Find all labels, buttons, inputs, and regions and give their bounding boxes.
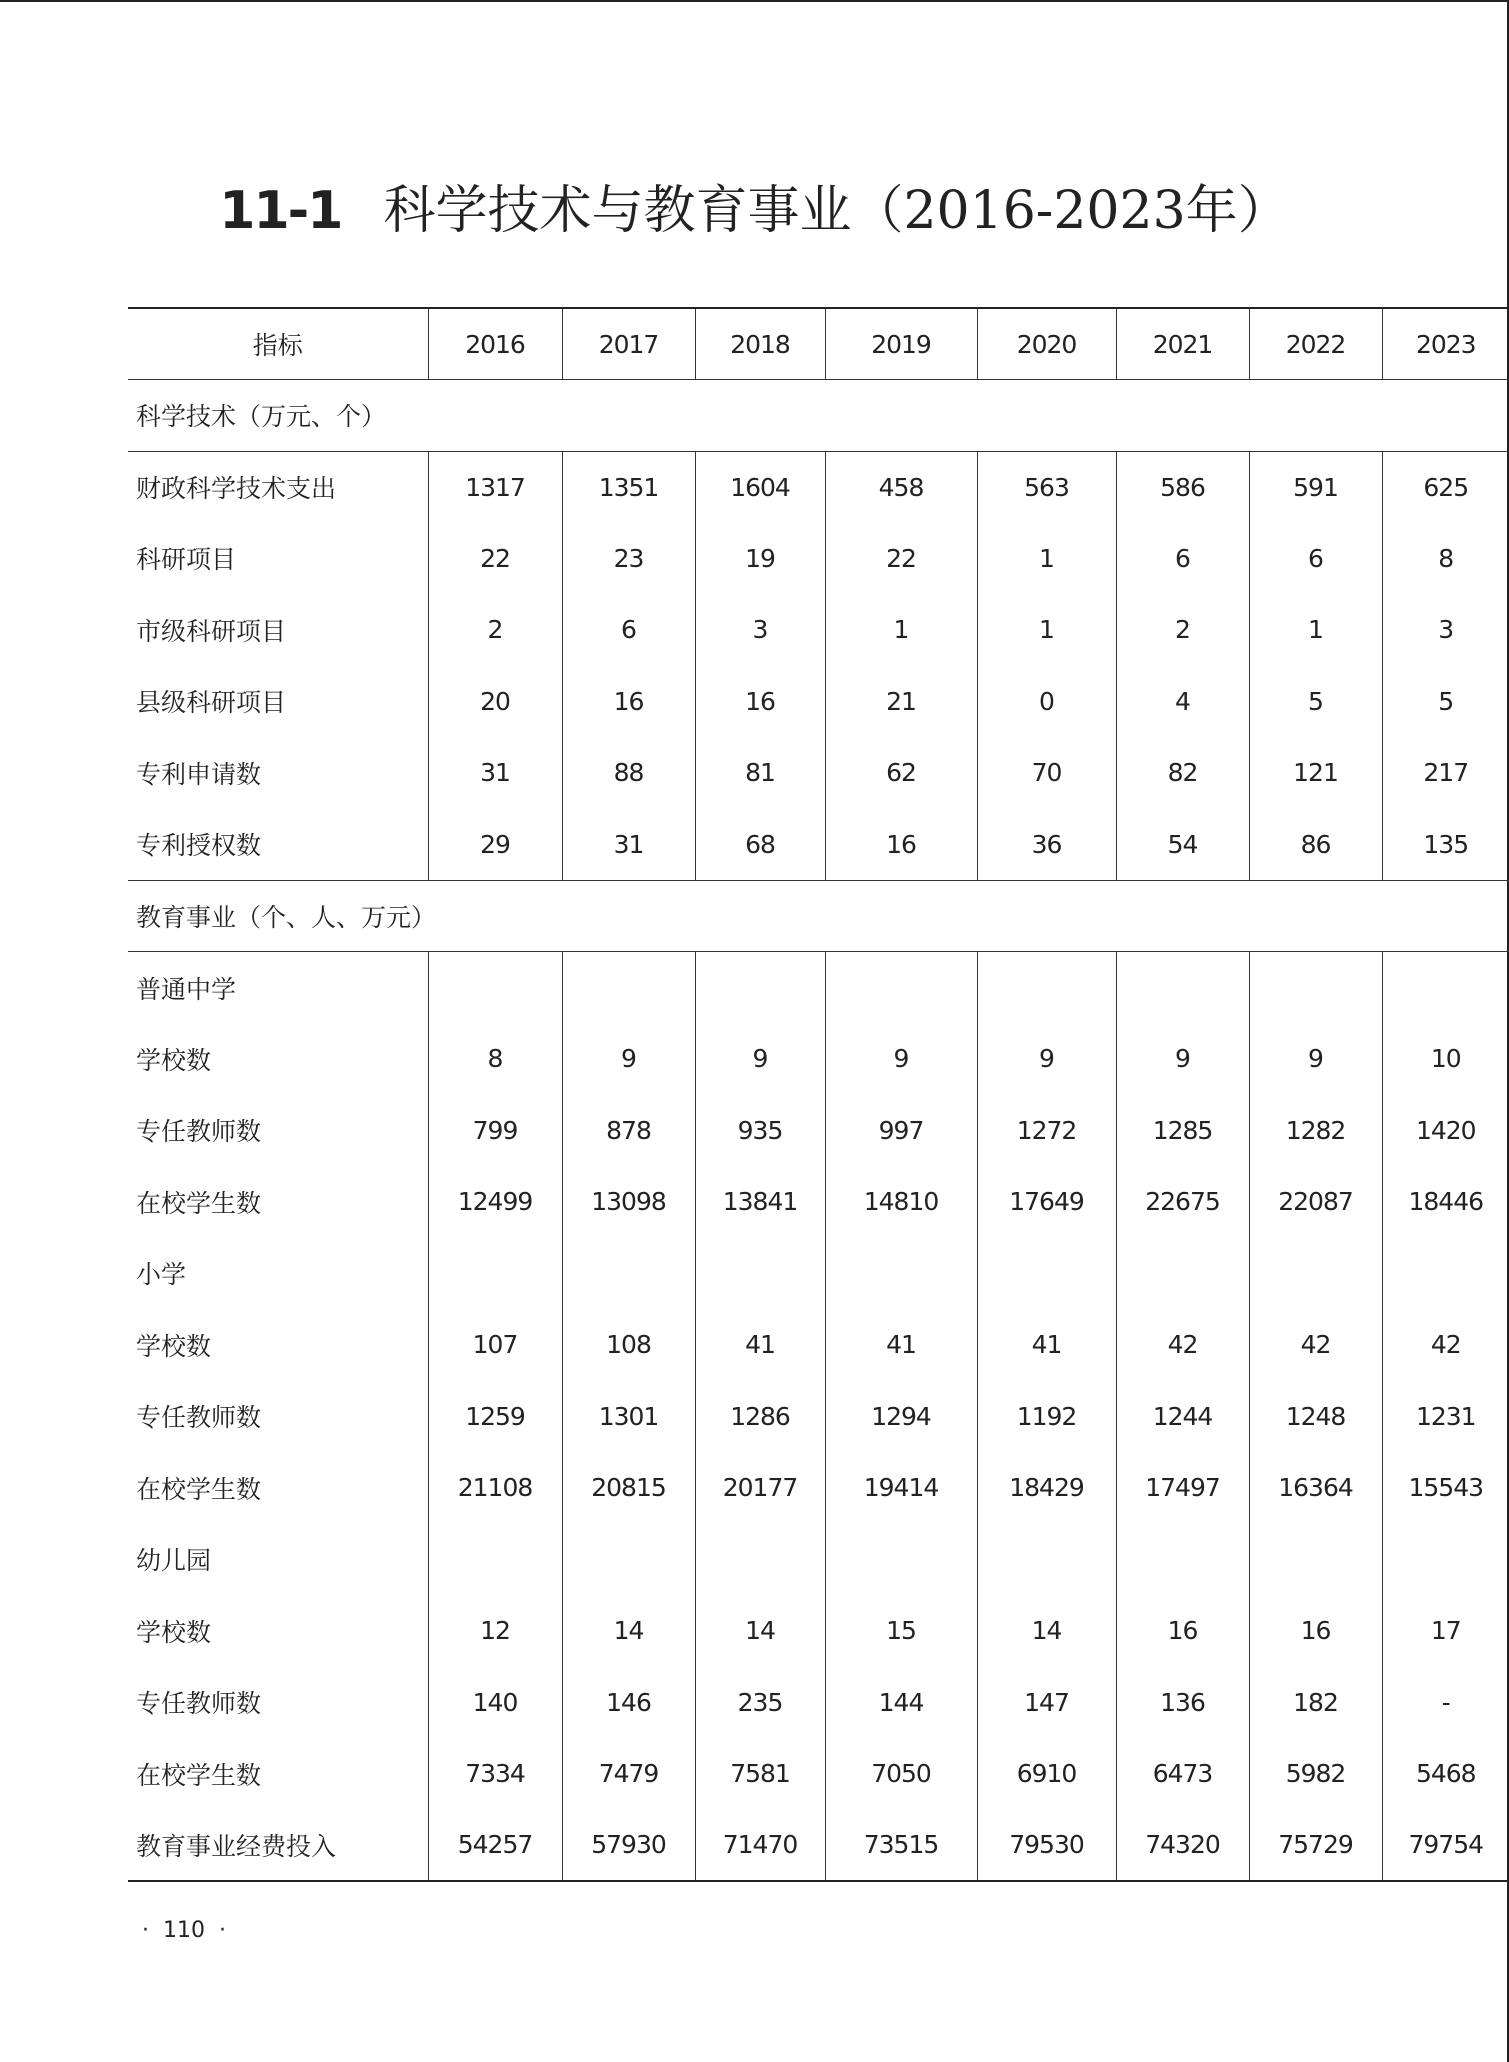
table-cell: 5 [1249, 666, 1382, 738]
table-cell: 147 [977, 1667, 1116, 1739]
row-label: 县级科研项目 [136, 688, 287, 718]
table-cell: 42 [1249, 1309, 1382, 1381]
table-cell: 1248 [1249, 1381, 1382, 1453]
row-label: 财政科学技术支出 [136, 474, 337, 503]
table-cell: 17497 [1116, 1452, 1249, 1524]
table-cell [1382, 1524, 1509, 1596]
table-cell [977, 952, 1116, 1024]
table-cell: 1 [977, 594, 1116, 666]
table-cell: 15543 [1382, 1452, 1509, 1524]
table-cell: 9 [562, 1023, 695, 1095]
table-body [128, 308, 1509, 1881]
table-cell [1116, 1238, 1249, 1310]
table-cell: 16 [695, 666, 825, 738]
table-cell: 12 [428, 1595, 562, 1667]
table-cell: 146 [562, 1667, 695, 1739]
table-cell: 19 [695, 523, 825, 595]
row-label: 专任教师数 [136, 1403, 262, 1433]
group-label: 普通中学 [136, 974, 237, 1004]
table-cell: 29 [428, 809, 562, 881]
table-cell: 1259 [428, 1381, 562, 1453]
table-cell: 1231 [1382, 1381, 1509, 1453]
table-cell [1382, 1238, 1509, 1310]
table-cell: 14810 [825, 1166, 977, 1238]
table-row [128, 1381, 1509, 1453]
table-cell: 140 [428, 1667, 562, 1739]
table-cell: 82 [1116, 737, 1249, 809]
table-cell: 62 [825, 737, 977, 809]
table-cell: 79530 [977, 1810, 1116, 1882]
row-label: 教育事业经费投入 [128, 1810, 428, 1882]
header-year: 2016 [428, 308, 562, 380]
table-cell: 86 [1249, 809, 1382, 881]
table-cell: 1 [825, 594, 977, 666]
table-cell: 7581 [695, 1738, 825, 1810]
table-cell [1116, 952, 1249, 1024]
table-cell [977, 1524, 1116, 1596]
table-cell: 70 [977, 737, 1116, 809]
table-cell: 1420 [1382, 1095, 1509, 1167]
footer-bullet: · [219, 1918, 226, 1943]
page-footer [128, 1918, 240, 1943]
row-label: 学校数 [136, 1045, 212, 1075]
header-year: 2023 [1382, 308, 1509, 380]
table-row [128, 1166, 1509, 1238]
header-year: 2021 [1116, 308, 1249, 380]
table-cell: 591 [1249, 451, 1382, 523]
table-cell [695, 1524, 825, 1596]
table-cell: 18429 [977, 1452, 1116, 1524]
row-label: 在校学生数 [136, 1474, 262, 1504]
table-cell [562, 952, 695, 1024]
table-cell: 1294 [825, 1381, 977, 1453]
table-cell: 31 [428, 737, 562, 809]
table-cell: 935 [695, 1095, 825, 1167]
group-row [128, 1238, 1509, 1310]
table-cell: 42 [1382, 1309, 1509, 1381]
table-cell: 6473 [1116, 1738, 1249, 1810]
table-cell: 9 [825, 1023, 977, 1095]
table-cell: 2 [428, 594, 562, 666]
table-cell [1249, 1238, 1382, 1310]
table-row [128, 809, 1509, 881]
table-cell [1249, 1524, 1382, 1596]
table-cell: 3 [695, 594, 825, 666]
table-cell: 1604 [695, 451, 825, 523]
table-cell: 20 [428, 666, 562, 738]
header-year: 2019 [825, 308, 977, 380]
table-row [128, 737, 1509, 809]
table-cell: 121 [1249, 737, 1382, 809]
section-row [128, 880, 1509, 952]
table-row [128, 451, 1509, 523]
section-label: 科学技术（万元、个） [128, 380, 1509, 452]
table-cell: 235 [695, 1667, 825, 1739]
table-cell: 5982 [1249, 1738, 1382, 1810]
table-cell: 21108 [428, 1452, 562, 1524]
table-cell: 1244 [1116, 1381, 1249, 1453]
page-top-border [0, 0, 1509, 2]
table-cell: 41 [977, 1309, 1116, 1381]
table-cell: 182 [1249, 1667, 1382, 1739]
table-cell: 563 [977, 451, 1116, 523]
table-cell: 17649 [977, 1166, 1116, 1238]
header-year: 2017 [562, 308, 695, 380]
group-label: 幼儿园 [136, 1546, 212, 1576]
table-cell: 13841 [695, 1166, 825, 1238]
table-cell: 997 [825, 1095, 977, 1167]
table-cell: 1351 [562, 451, 695, 523]
table-cell: 21 [825, 666, 977, 738]
section-row [128, 380, 1509, 452]
table-cell: 8 [428, 1023, 562, 1095]
page-number: 110 [163, 1918, 205, 1943]
table-cell: 7479 [562, 1738, 695, 1810]
table-row [128, 1309, 1509, 1381]
group-row [128, 952, 1509, 1024]
table-cell [428, 1524, 562, 1596]
table-row [128, 594, 1509, 666]
table-cell [1249, 952, 1382, 1024]
table-cell: 23 [562, 523, 695, 595]
table-cell: 14 [562, 1595, 695, 1667]
table-cell: 16 [1249, 1595, 1382, 1667]
row-label: 在校学生数 [136, 1188, 262, 1218]
table-cell: 74320 [1116, 1810, 1249, 1882]
table-cell: 10 [1382, 1023, 1509, 1095]
table-cell: 136 [1116, 1667, 1249, 1739]
row-label: 在校学生数 [136, 1760, 262, 1790]
row-label: 专利授权数 [128, 809, 428, 881]
table-cell: 107 [428, 1309, 562, 1381]
table-row [128, 1595, 1509, 1667]
table-cell: 5 [1382, 666, 1509, 738]
table-cell [977, 1238, 1116, 1310]
table-cell: 36 [977, 809, 1116, 881]
table-cell: 3 [1382, 594, 1509, 666]
table-title: 科学技术与教育事业（2016-2023年） [383, 181, 1290, 241]
table-cell: 1 [977, 523, 1116, 595]
table-cell: 878 [562, 1095, 695, 1167]
row-label: 学校数 [136, 1617, 212, 1647]
table-cell: 71470 [695, 1810, 825, 1882]
table-cell: 22 [428, 523, 562, 595]
group-label: 小学 [136, 1260, 187, 1290]
table-cell: 8 [1382, 523, 1509, 595]
table-cell: 108 [562, 1309, 695, 1381]
page-title [0, 178, 1509, 244]
table-cell: 9 [977, 1023, 1116, 1095]
table-cell: 6 [1116, 523, 1249, 595]
table-cell: 1 [1249, 594, 1382, 666]
table-cell: - [1382, 1667, 1509, 1739]
table-cell: 20815 [562, 1452, 695, 1524]
table-cell: 1285 [1116, 1095, 1249, 1167]
table-cell: 1272 [977, 1095, 1116, 1167]
table-cell [695, 1238, 825, 1310]
table-cell: 18446 [1382, 1166, 1509, 1238]
table-cell: 7050 [825, 1738, 977, 1810]
table-row [128, 1095, 1509, 1167]
table-cell: 135 [1382, 809, 1509, 881]
table-row [128, 1452, 1509, 1524]
table-cell: 458 [825, 451, 977, 523]
table-row [128, 666, 1509, 738]
row-label: 市级科研项目 [136, 616, 287, 646]
table-cell: 9 [1249, 1023, 1382, 1095]
header-year: 2020 [977, 308, 1116, 380]
table-cell: 57930 [562, 1810, 695, 1882]
table-cell: 0 [977, 666, 1116, 738]
table-cell: 625 [1382, 451, 1509, 523]
table-cell [428, 952, 562, 1024]
table-cell: 12499 [428, 1166, 562, 1238]
table-cell: 73515 [825, 1810, 977, 1882]
row-label: 专利申请数 [136, 759, 262, 789]
table-cell: 79754 [1382, 1810, 1509, 1882]
table-cell: 20177 [695, 1452, 825, 1524]
row-label: 学校数 [136, 1331, 212, 1361]
table-cell [562, 1524, 695, 1596]
table-cell: 1286 [695, 1381, 825, 1453]
table-cell: 6910 [977, 1738, 1116, 1810]
table-cell: 1282 [1249, 1095, 1382, 1167]
table-cell: 16 [562, 666, 695, 738]
table-cell: 2 [1116, 594, 1249, 666]
table-cell: 6 [562, 594, 695, 666]
table-cell [825, 952, 977, 1024]
table-cell: 81 [695, 737, 825, 809]
table-cell: 16 [825, 809, 977, 881]
table-cell [562, 1238, 695, 1310]
table-cell: 19414 [825, 1452, 977, 1524]
table-cell: 68 [695, 809, 825, 881]
table-cell: 54257 [428, 1810, 562, 1882]
row-label: 专任教师数 [136, 1117, 262, 1147]
table-cell: 217 [1382, 737, 1509, 809]
table-cell: 16 [1116, 1595, 1249, 1667]
table-cell: 799 [428, 1095, 562, 1167]
statistics-table [128, 307, 1509, 1882]
table-cell: 1317 [428, 451, 562, 523]
table-cell: 1192 [977, 1381, 1116, 1453]
table-header-row [128, 308, 1509, 380]
table-cell: 9 [695, 1023, 825, 1095]
section-label: 教育事业（个、人、万元） [128, 880, 1509, 952]
table-cell: 42 [1116, 1309, 1249, 1381]
table-number: 11-1 [219, 181, 342, 241]
row-label: 专任教师数 [136, 1689, 262, 1719]
table-row [128, 1810, 1509, 1882]
table-row [128, 1667, 1509, 1739]
table-cell: 41 [825, 1309, 977, 1381]
table-cell [1116, 1524, 1249, 1596]
table-cell [825, 1524, 977, 1596]
table-cell: 6 [1249, 523, 1382, 595]
table-cell: 75729 [1249, 1810, 1382, 1882]
row-label: 科研项目 [136, 545, 237, 575]
table-cell: 54 [1116, 809, 1249, 881]
table-row [128, 1738, 1509, 1810]
table-row [128, 1023, 1509, 1095]
table-cell: 7334 [428, 1738, 562, 1810]
table-row [128, 523, 1509, 595]
table-cell: 22 [825, 523, 977, 595]
table-cell: 586 [1116, 451, 1249, 523]
table-cell: 9 [1116, 1023, 1249, 1095]
table-cell [1382, 952, 1509, 1024]
table-cell: 5468 [1382, 1738, 1509, 1810]
table-cell: 14 [977, 1595, 1116, 1667]
header-year: 2022 [1249, 308, 1382, 380]
header-indicator: 指标 [128, 308, 428, 380]
table-cell: 16364 [1249, 1452, 1382, 1524]
table-cell [825, 1238, 977, 1310]
header-year: 2018 [695, 308, 825, 380]
table-cell [695, 952, 825, 1024]
table-cell: 1301 [562, 1381, 695, 1453]
table-cell: 31 [562, 809, 695, 881]
table-cell: 144 [825, 1667, 977, 1739]
table-cell: 15 [825, 1595, 977, 1667]
table-cell: 4 [1116, 666, 1249, 738]
table-cell: 17 [1382, 1595, 1509, 1667]
table-cell [428, 1238, 562, 1310]
footer-bullet: · [142, 1918, 149, 1943]
table-cell: 41 [695, 1309, 825, 1381]
table-cell: 14 [695, 1595, 825, 1667]
table-cell: 13098 [562, 1166, 695, 1238]
table-cell: 22675 [1116, 1166, 1249, 1238]
table-cell: 22087 [1249, 1166, 1382, 1238]
group-row [128, 1524, 1509, 1596]
table-cell: 88 [562, 737, 695, 809]
